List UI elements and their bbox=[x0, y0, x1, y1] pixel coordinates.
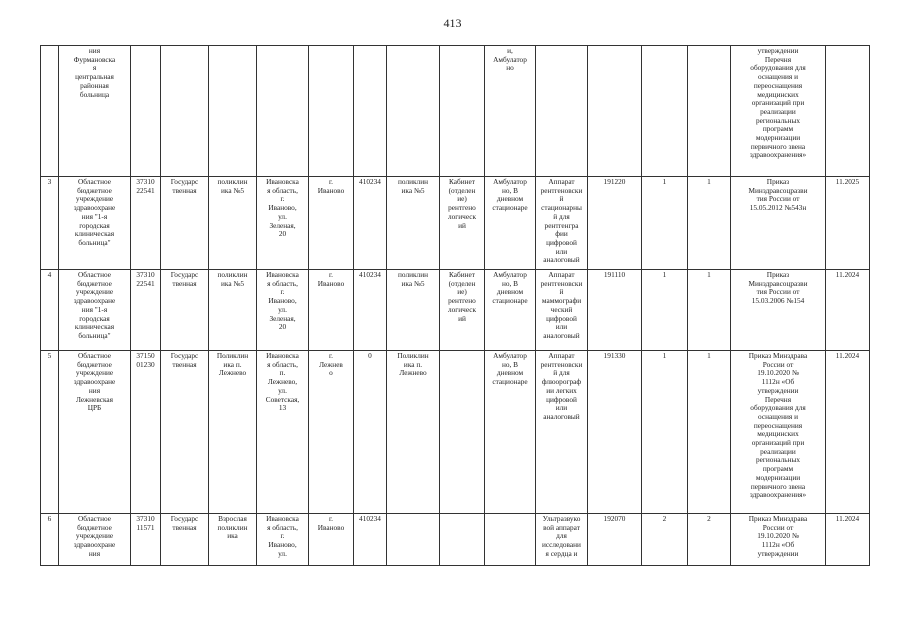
cell-room bbox=[440, 351, 485, 514]
cell-date: 11.2025 bbox=[826, 177, 870, 270]
cell-org: Областное бюджетное учреждение здравоохране ния Лежневская ЦРБ bbox=[59, 351, 131, 514]
cell-oktmo: 410234 bbox=[354, 177, 387, 270]
cell-ownership bbox=[161, 46, 209, 177]
cell-subunit bbox=[387, 514, 440, 566]
cell-ownership: Государс твенная bbox=[161, 270, 209, 351]
cell-room bbox=[440, 46, 485, 177]
table-row bbox=[41, 351, 870, 514]
cell-num bbox=[41, 46, 59, 177]
cell-date bbox=[826, 46, 870, 177]
table-row bbox=[41, 514, 870, 566]
cell-num: 3 bbox=[41, 177, 59, 270]
cell-equip-code: 191330 bbox=[588, 351, 642, 514]
cell-unit: поликлин ика №5 bbox=[209, 270, 257, 351]
cell-org: ния Фурмановска я центральная районная больница bbox=[59, 46, 131, 177]
cell-equip-code bbox=[588, 46, 642, 177]
cell-qty-have: 1 bbox=[688, 351, 731, 514]
table-row bbox=[41, 177, 870, 270]
cell-subunit: поликлин ика №5 bbox=[387, 270, 440, 351]
cell-oktmo: 410234 bbox=[354, 270, 387, 351]
cell-qty-need: 1 bbox=[642, 351, 688, 514]
cell-address bbox=[257, 46, 309, 177]
cell-num: 4 bbox=[41, 270, 59, 351]
cell-city bbox=[309, 46, 354, 177]
cell-care: Амбулатор но, В дневном стационаре bbox=[485, 177, 536, 270]
cell-unit: Взрослая поликлин ика bbox=[209, 514, 257, 566]
cell-subunit: Поликлин ика п. Лежнево bbox=[387, 351, 440, 514]
cell-unit bbox=[209, 46, 257, 177]
cell-room: Кабинет (отделен ие) рентгено логическ ий bbox=[440, 177, 485, 270]
cell-order: Приказ Минздравсоцразви тия России от 15.03.2006 №154 bbox=[731, 270, 826, 351]
cell-address: Ивановска я область, п. Лежнево, ул. Советская, 13 bbox=[257, 351, 309, 514]
cell-city: г. Лежнев о bbox=[309, 351, 354, 514]
cell-code: 37150 01230 bbox=[131, 351, 161, 514]
cell-address: Ивановска я область, г. Иваново, ул. Зеленая, 20 bbox=[257, 270, 309, 351]
cell-care: Амбулатор но, В дневном стационаре bbox=[485, 351, 536, 514]
cell-org: Областное бюджетное учреждение здравоохране ния bbox=[59, 514, 131, 566]
cell-unit: Поликлин ика п. Лежнево bbox=[209, 351, 257, 514]
cell-order: Приказ Минздрава России от 19.10.2020 № 1112н «Об утверждении Перечня оборудования для оснащения и переоснащения медицинских организаций при реализации региональных программ модернизации первичного звена здравоохранения» bbox=[731, 351, 826, 514]
cell-oktmo: 0 bbox=[354, 351, 387, 514]
cell-qty-need: 1 bbox=[642, 270, 688, 351]
cell-ownership: Государс твенная bbox=[161, 351, 209, 514]
cell-code: 37310 11571 bbox=[131, 514, 161, 566]
cell-qty-have: 1 bbox=[688, 177, 731, 270]
cell-oktmo: 410234 bbox=[354, 514, 387, 566]
cell-code: 37310 22541 bbox=[131, 177, 161, 270]
cell-subunit: поликлин ика №5 bbox=[387, 177, 440, 270]
cell-num: 6 bbox=[41, 514, 59, 566]
cell-address: Ивановска я область, г. Иваново, ул. Зеленая, 20 bbox=[257, 177, 309, 270]
cell-unit: поликлин ика №5 bbox=[209, 177, 257, 270]
cell-equip-code: 191220 bbox=[588, 177, 642, 270]
cell-device: Аппарат рентгеновски й для флюорограф ии легких цифровой или аналоговый bbox=[536, 351, 588, 514]
cell-device: Аппарат рентгеновски й маммографи ческий цифровой или аналоговый bbox=[536, 270, 588, 351]
cell-date: 11.2024 bbox=[826, 514, 870, 566]
cell-qty-have bbox=[688, 46, 731, 177]
cell-care: Амбулатор но, В дневном стационаре bbox=[485, 270, 536, 351]
cell-device: Ультразвуко вой аппарат для исследовани я сердца и bbox=[536, 514, 588, 566]
cell-ownership: Государс твенная bbox=[161, 177, 209, 270]
cell-order: Приказ Минздравсоцразви тия России от 15.05.2012 №543н bbox=[731, 177, 826, 270]
cell-care: и, Амбулатор но bbox=[485, 46, 536, 177]
cell-org: Областное бюджетное учреждение здравоохране ния "1-я городская клиническая больница" bbox=[59, 270, 131, 351]
cell-care bbox=[485, 514, 536, 566]
cell-equip-code: 191110 bbox=[588, 270, 642, 351]
cell-qty-have: 1 bbox=[688, 270, 731, 351]
table-row bbox=[41, 270, 870, 351]
cell-num: 5 bbox=[41, 351, 59, 514]
cell-order: Приказ Минздрава России от 19.10.2020 № 1112н «Об утверждении bbox=[731, 514, 826, 566]
cell-subunit bbox=[387, 46, 440, 177]
cell-date: 11.2024 bbox=[826, 351, 870, 514]
cell-qty-need: 2 bbox=[642, 514, 688, 566]
cell-equip-code: 192070 bbox=[588, 514, 642, 566]
cell-order: утверждении Перечня оборудования для оснащения и переоснащения медицинских организаций при реализации региональных программ модернизации первичного звена здравоохранения» bbox=[731, 46, 826, 177]
cell-qty-need: 1 bbox=[642, 177, 688, 270]
page-number: 413 bbox=[443, 16, 462, 30]
cell-code bbox=[131, 46, 161, 177]
cell-city: г. Иваново bbox=[309, 270, 354, 351]
cell-code: 37310 22541 bbox=[131, 270, 161, 351]
cell-device: Аппарат рентгеновски й стационарны й для рентгенгра фии цифровой или аналоговый bbox=[536, 177, 588, 270]
cell-device bbox=[536, 46, 588, 177]
cell-room: Кабинет (отделен ие) рентгено логическ ий bbox=[440, 270, 485, 351]
cell-city: г. Иваново bbox=[309, 177, 354, 270]
cell-oktmo bbox=[354, 46, 387, 177]
cell-address: Ивановска я область, г. Иваново, ул. bbox=[257, 514, 309, 566]
cell-qty-need bbox=[642, 46, 688, 177]
cell-org: Областное бюджетное учреждение здравоохране ния "1-я городская клиническая больница" bbox=[59, 177, 131, 270]
cell-city: г. Иваново bbox=[309, 514, 354, 566]
cell-room bbox=[440, 514, 485, 566]
equipment-table bbox=[40, 45, 870, 566]
cell-ownership: Государс твенная bbox=[161, 514, 209, 566]
cell-qty-have: 2 bbox=[688, 514, 731, 566]
cell-date: 11.2024 bbox=[826, 270, 870, 351]
table-row bbox=[41, 46, 870, 177]
